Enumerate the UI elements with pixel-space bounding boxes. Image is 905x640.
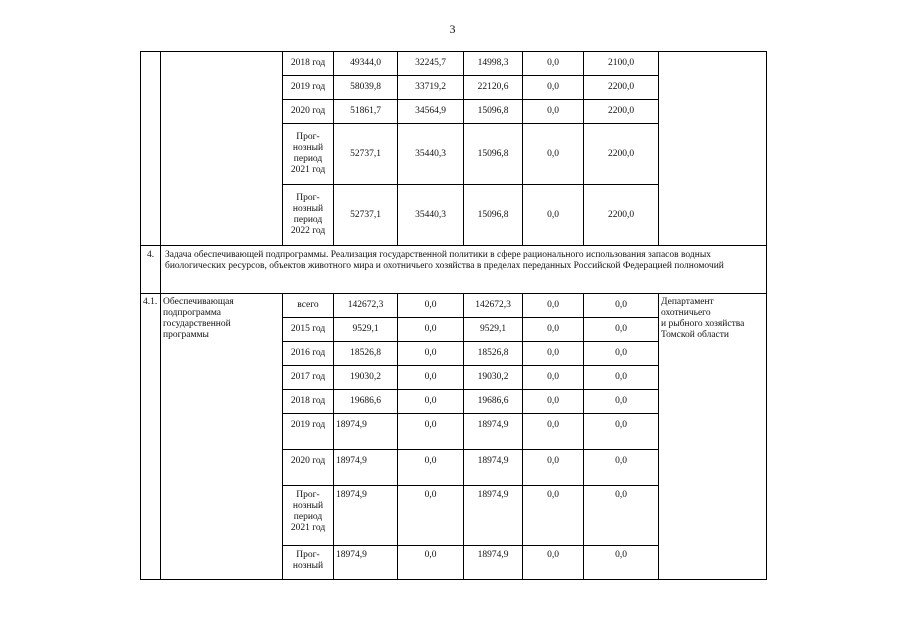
local-cell: 0,0 — [523, 546, 584, 580]
section-text: Задача обеспечивающей подпрограммы. Реализация государственной политики в сфере рационального использования запасов водных биологических ресурсов, объектов животного мира и охотничьего хозяйства в пределах переданных Российской Федерацией полномочий — [161, 246, 767, 294]
local-cell: 0,0 — [523, 76, 584, 100]
local-cell: 0,0 — [523, 294, 584, 318]
local-cell: 0,0 — [523, 185, 584, 246]
regional-cell: 19686,6 — [464, 390, 523, 414]
total-cell: 18974,9 — [334, 450, 398, 486]
total-cell: 142672,3 — [334, 294, 398, 318]
total-cell: 51861,7 — [334, 100, 398, 124]
federal-cell: 0,0 — [398, 390, 464, 414]
budget-table — [140, 51, 767, 580]
local-cell: 0,0 — [523, 390, 584, 414]
total-cell: 52737,1 — [334, 124, 398, 185]
period-cell: всего — [283, 294, 334, 318]
period-cell: Прог- нозный период 2021 год — [283, 486, 334, 546]
total-cell: 52737,1 — [334, 185, 398, 246]
regional-cell: 18974,9 — [464, 486, 523, 546]
period-cell: Прог- нозный — [283, 546, 334, 580]
period-cell: 2018 год — [283, 52, 334, 76]
federal-cell: 35440,3 — [398, 185, 464, 246]
federal-cell: 0,0 — [398, 294, 464, 318]
federal-cell: 32245,7 — [398, 52, 464, 76]
total-cell: 19686,6 — [334, 390, 398, 414]
federal-cell: 0,0 — [398, 318, 464, 342]
local-cell: 0,0 — [523, 124, 584, 185]
name-cell — [161, 52, 283, 246]
local-cell: 0,0 — [523, 366, 584, 390]
regional-cell: 22120,6 — [464, 76, 523, 100]
period-cell: Прог- нозный период 2022 год — [283, 185, 334, 246]
other-cell: 0,0 — [584, 318, 659, 342]
regional-cell: 14998,3 — [464, 52, 523, 76]
federal-cell: 35440,3 — [398, 124, 464, 185]
other-cell: 2200,0 — [584, 124, 659, 185]
total-cell: 18974,9 — [334, 486, 398, 546]
local-cell: 0,0 — [523, 318, 584, 342]
regional-cell: 15096,8 — [464, 100, 523, 124]
federal-cell: 34564,9 — [398, 100, 464, 124]
section-number: 4. — [141, 246, 161, 294]
federal-cell: 0,0 — [398, 342, 464, 366]
regional-cell: 19030,2 — [464, 366, 523, 390]
item-name: Обеспечивающая подпрограмма государственной программы — [161, 294, 283, 580]
regional-cell: 15096,8 — [464, 185, 523, 246]
regional-cell: 18974,9 — [464, 414, 523, 450]
total-cell: 18974,9 — [334, 546, 398, 580]
total-cell: 18974,9 — [334, 414, 398, 450]
total-cell: 49344,0 — [334, 52, 398, 76]
other-cell: 0,0 — [584, 546, 659, 580]
period-cell: 2018 год — [283, 390, 334, 414]
other-cell: 0,0 — [584, 450, 659, 486]
regional-cell: 15096,8 — [464, 124, 523, 185]
local-cell: 0,0 — [523, 414, 584, 450]
other-cell: 0,0 — [584, 294, 659, 318]
period-cell: 2019 год — [283, 414, 334, 450]
other-cell: 0,0 — [584, 414, 659, 450]
period-cell: 2020 год — [283, 450, 334, 486]
other-cell: 2100,0 — [584, 52, 659, 76]
other-cell: 2200,0 — [584, 76, 659, 100]
regional-cell: 18974,9 — [464, 546, 523, 580]
federal-cell: 33719,2 — [398, 76, 464, 100]
executor-cell — [659, 52, 767, 246]
other-cell: 0,0 — [584, 342, 659, 366]
local-cell: 0,0 — [523, 450, 584, 486]
total-cell: 9529,1 — [334, 318, 398, 342]
table-row — [141, 294, 767, 318]
other-cell: 0,0 — [584, 366, 659, 390]
total-cell: 18526,8 — [334, 342, 398, 366]
page-number: 3 — [449, 22, 456, 36]
executor-cell: Департамент охотничьего и рыбного хозяйства Томской области — [659, 294, 767, 580]
other-cell: 0,0 — [584, 486, 659, 546]
local-cell: 0,0 — [523, 100, 584, 124]
period-cell: Прог- нозный период 2021 год — [283, 124, 334, 185]
period-cell: 2016 год — [283, 342, 334, 366]
regional-cell: 142672,3 — [464, 294, 523, 318]
local-cell: 0,0 — [523, 342, 584, 366]
other-cell: 2200,0 — [584, 100, 659, 124]
period-cell: 2019 год — [283, 76, 334, 100]
regional-cell: 9529,1 — [464, 318, 523, 342]
item-number: 4.1. — [141, 294, 161, 580]
section-row — [141, 246, 767, 294]
regional-cell: 18526,8 — [464, 342, 523, 366]
total-cell: 19030,2 — [334, 366, 398, 390]
local-cell: 0,0 — [523, 52, 584, 76]
total-cell: 58039,8 — [334, 76, 398, 100]
other-cell: 2200,0 — [584, 185, 659, 246]
period-cell: 2020 год — [283, 100, 334, 124]
number-cell — [141, 52, 161, 246]
table-row — [141, 52, 767, 76]
federal-cell: 0,0 — [398, 450, 464, 486]
period-cell: 2017 год — [283, 366, 334, 390]
federal-cell: 0,0 — [398, 414, 464, 450]
other-cell: 0,0 — [584, 390, 659, 414]
federal-cell: 0,0 — [398, 486, 464, 546]
regional-cell: 18974,9 — [464, 450, 523, 486]
federal-cell: 0,0 — [398, 366, 464, 390]
federal-cell: 0,0 — [398, 546, 464, 580]
period-cell: 2015 год — [283, 318, 334, 342]
local-cell: 0,0 — [523, 486, 584, 546]
